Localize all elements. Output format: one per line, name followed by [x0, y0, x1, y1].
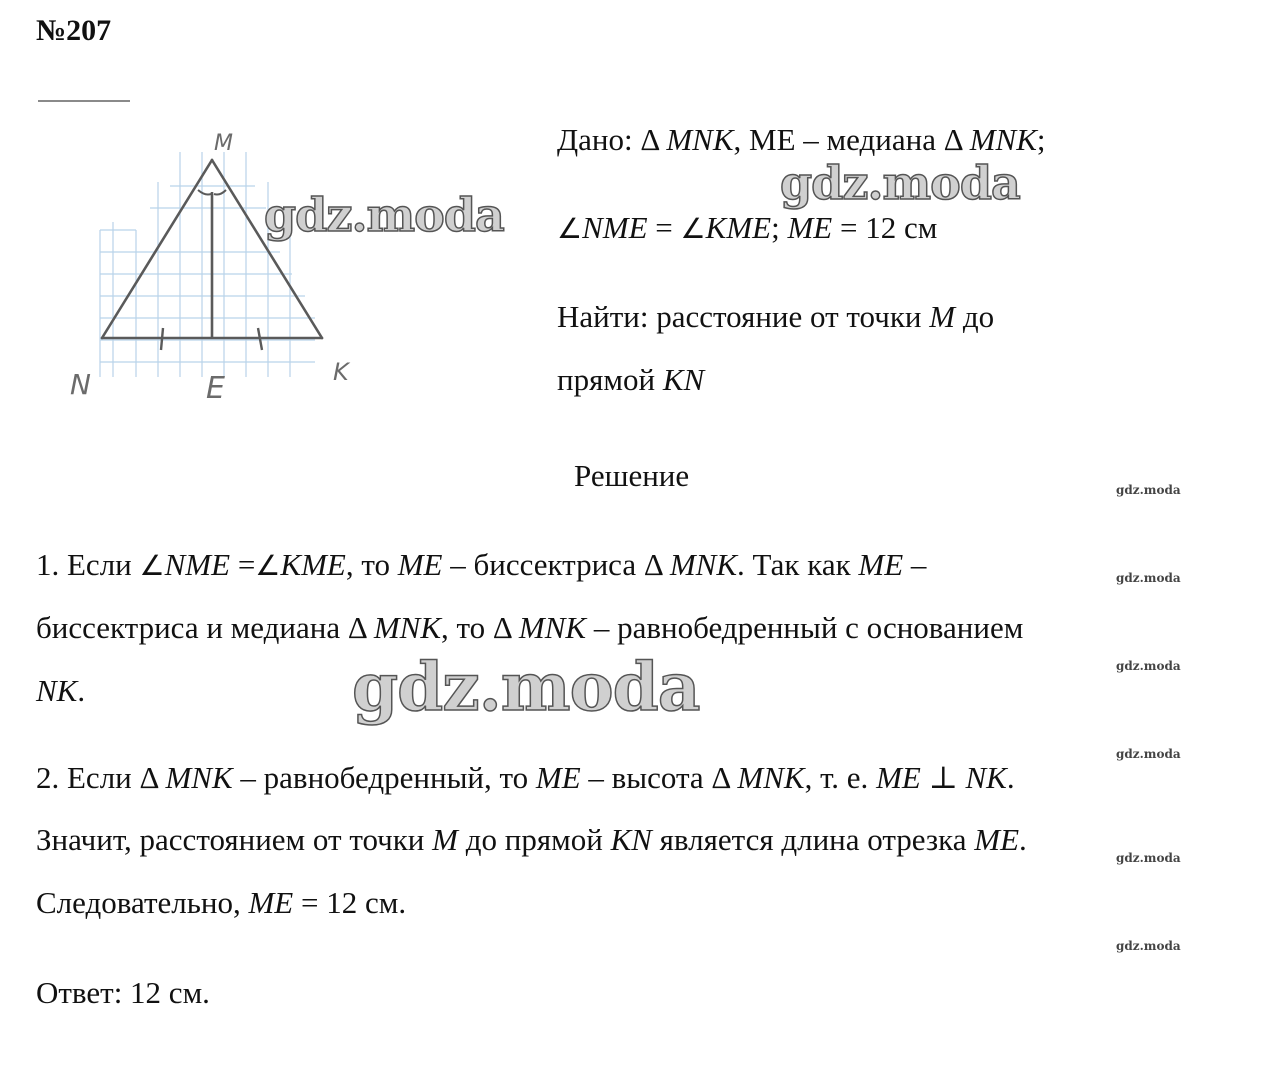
angle-arc-left — [198, 190, 211, 195]
solution-p2-line-1: 2. Если Δ MNK – равнобедренный, то ME – высота Δ MNK, т. е. ME ⊥ NK. — [36, 760, 1015, 795]
find-line-1: Найти: расстояние от точки M до — [557, 299, 995, 334]
watermark: gdz.moda — [264, 188, 504, 242]
watermark: gdz.moda — [780, 156, 1020, 210]
solution-p2-line-2: Значит, расстоянием от точки M до прямой KN является длина отрезка ME. — [36, 822, 1027, 857]
triangle-figure — [30, 92, 375, 407]
solution-p1-line-3: NK. — [36, 673, 86, 708]
watermark-small: gdz.moda — [1116, 747, 1181, 761]
watermark-small: gdz.moda — [1116, 659, 1181, 673]
label-m: M — [214, 131, 233, 156]
answer: Ответ: 12 см. — [36, 975, 210, 1010]
solution-heading: Решение — [574, 458, 690, 493]
given-line-2: ∠NME = ∠KME; ME = 12 см — [557, 210, 938, 245]
find-line-2: прямой KN — [557, 362, 705, 397]
tick-ne — [161, 328, 163, 350]
label-k: K — [333, 358, 349, 386]
watermark-small: gdz.moda — [1116, 483, 1181, 497]
grid-background — [100, 152, 315, 377]
watermark-small: gdz.moda — [1116, 851, 1181, 865]
solution-p1-line-1: 1. Если ∠NME =∠KME, то ME – биссектриса Δ MNK. Так как ME – — [36, 547, 927, 582]
watermark-small: gdz.moda — [1116, 571, 1181, 585]
label-e: E — [206, 371, 225, 406]
problem-number: №207 — [36, 14, 112, 47]
watermark-small: gdz.moda — [1116, 939, 1181, 953]
given-line-1: Дано: Δ MNK, ME – медиана Δ MNK; — [557, 122, 1046, 157]
solution-p1-line-2: биссектриса и медиана Δ MNK, то Δ MNK – равнобедренный с основанием — [36, 610, 1024, 645]
label-n: N — [70, 368, 91, 401]
watermark: gdz.moda — [352, 648, 700, 726]
solution-p2-line-3: Следовательно, ME = 12 см. — [36, 885, 407, 920]
